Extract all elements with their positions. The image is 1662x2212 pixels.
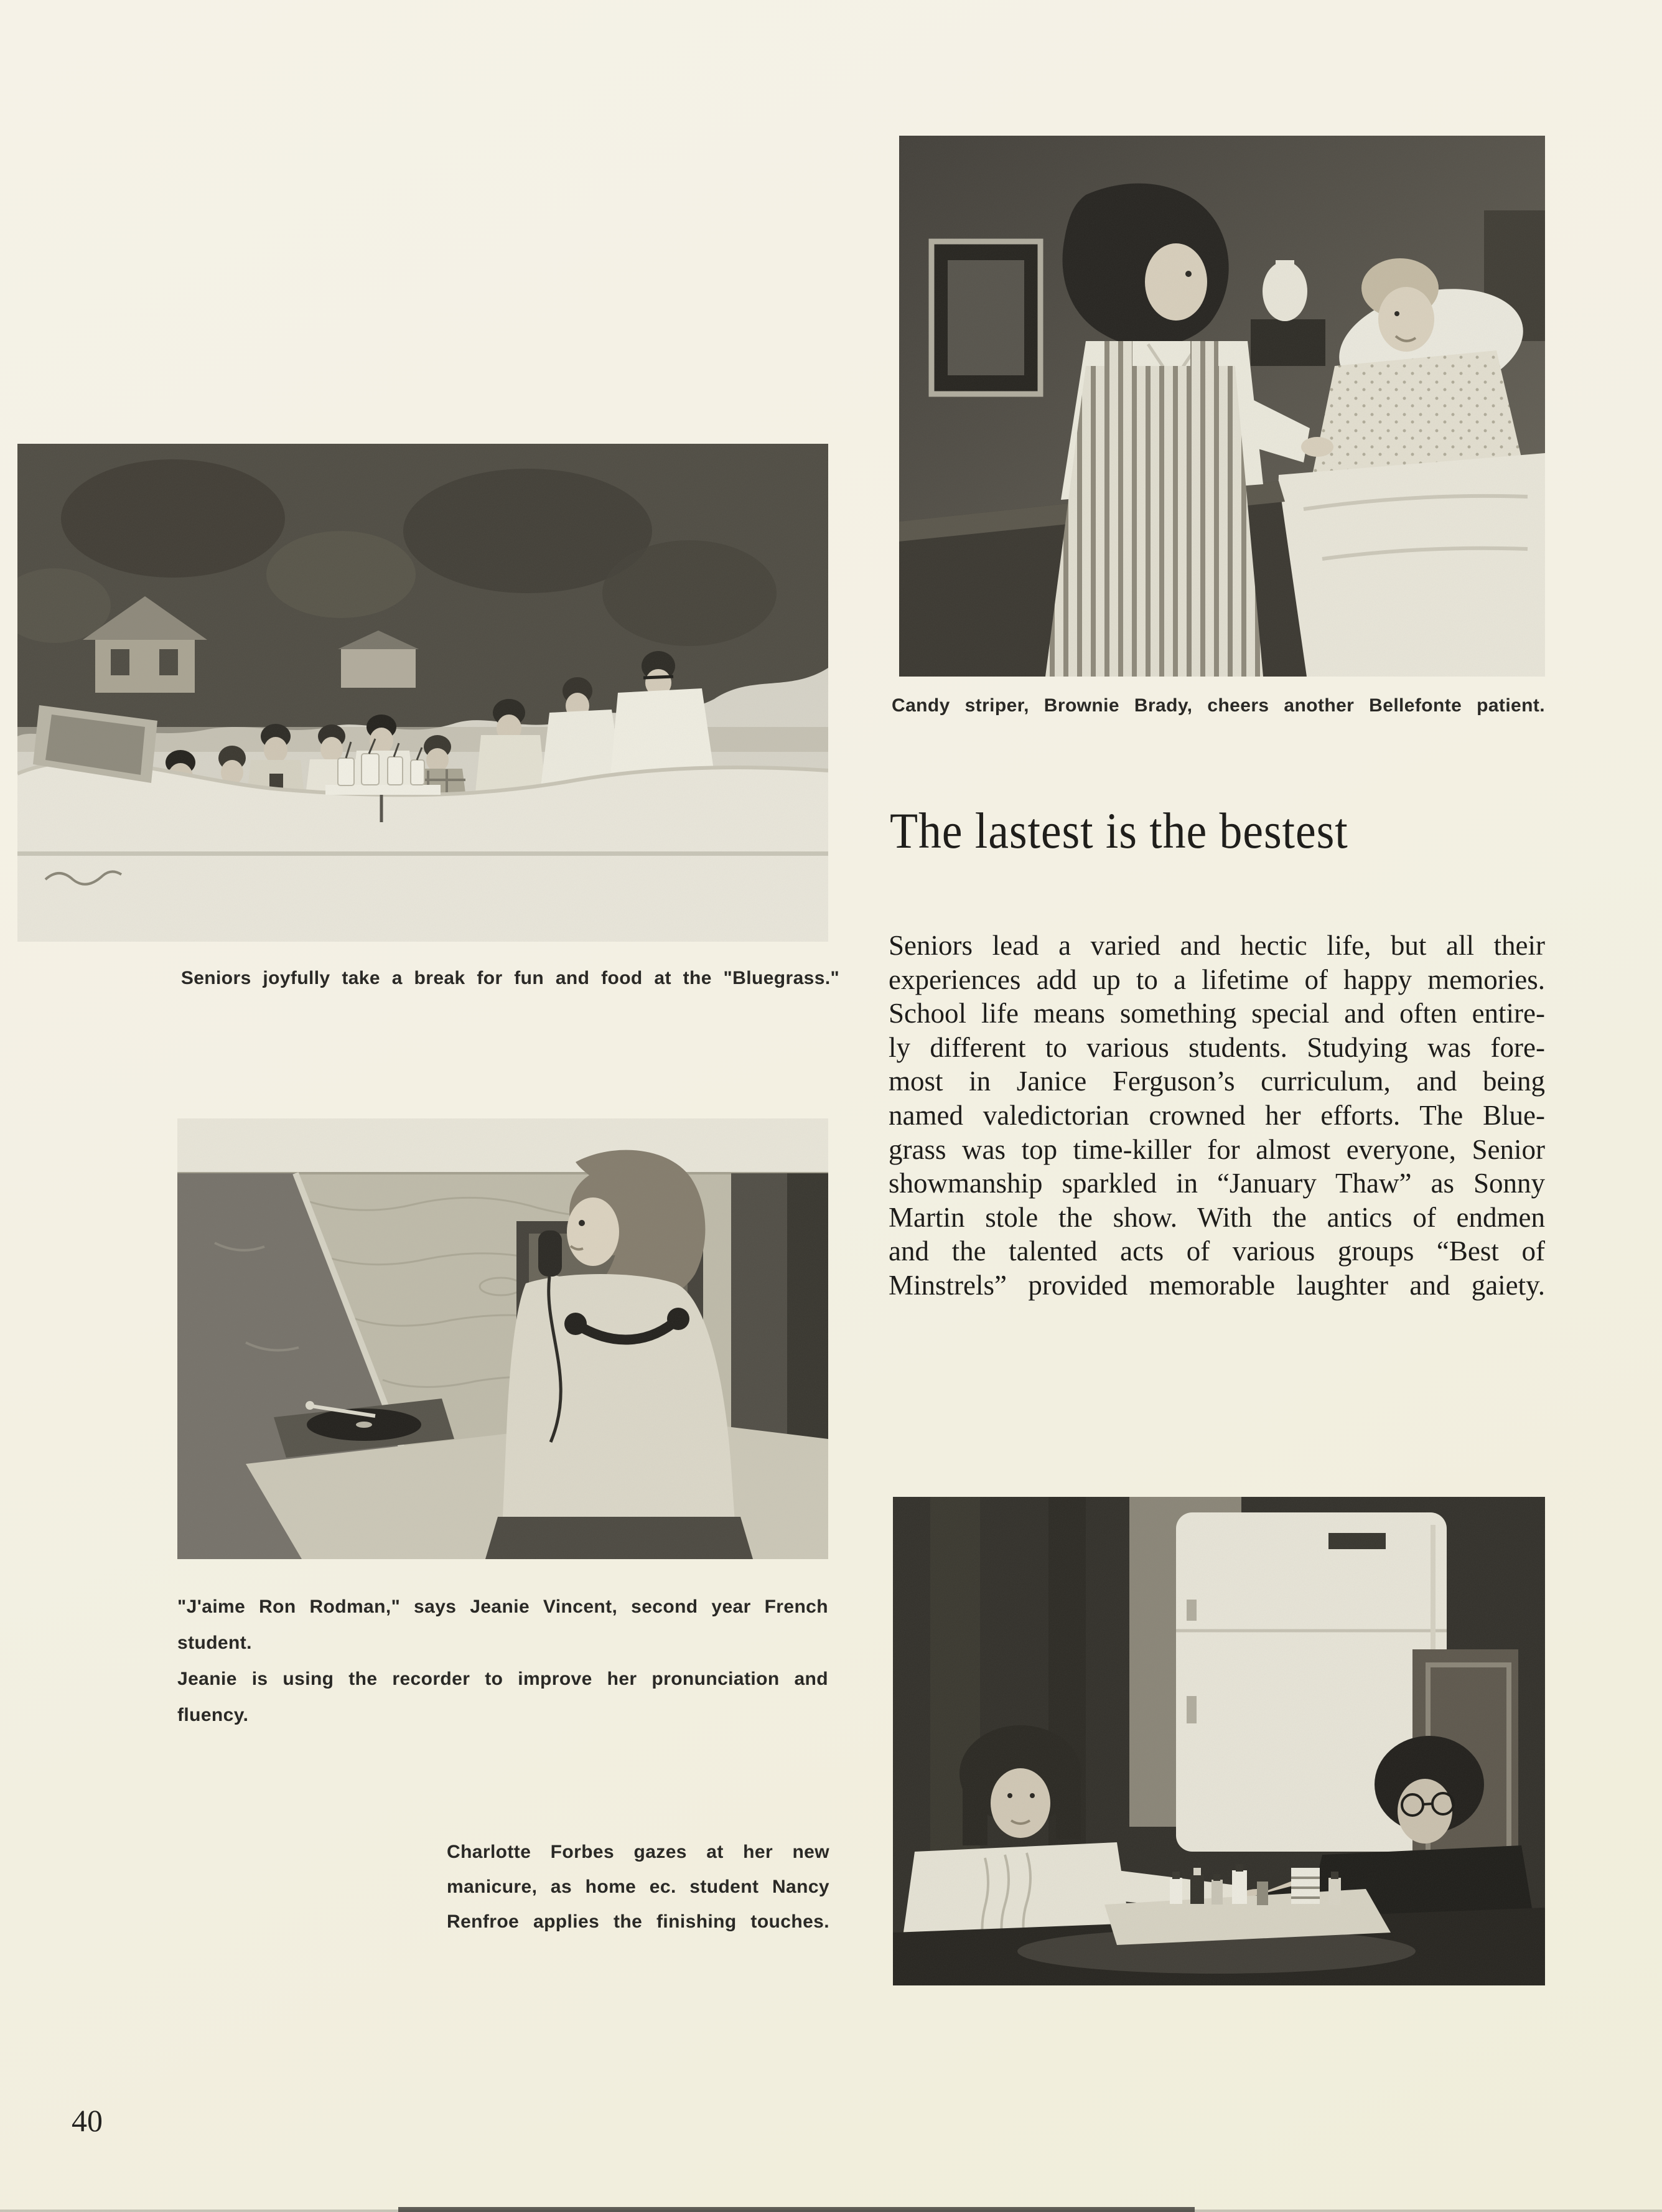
- text-line: School life means something special and often entire-: [889, 998, 1545, 1029]
- text-line: "J'aime Ron Rodman," says Jeanie Vincent, second year French student.: [177, 1596, 828, 1653]
- text-line: Charlotte Forbes gazes at her new: [447, 1842, 829, 1862]
- recorder-photo-illustration: [177, 1118, 828, 1559]
- article-title: The lastest is the bestest: [890, 802, 1348, 859]
- page-number: 40: [72, 2103, 103, 2138]
- caption-manicure: [447, 1835, 829, 1939]
- caption-recorder: [177, 1589, 828, 1733]
- text-line: and the talented acts of various groups “Best of: [889, 1235, 1545, 1267]
- text-line: experiences add up to a lifetime of happy memories.: [889, 963, 1545, 995]
- caption-candy-striper: Candy striper, Brownie Brady, cheers another Bellefonte patient.: [892, 695, 1545, 716]
- text-line: manicure, as home ec. student Nancy: [447, 1877, 829, 1897]
- text-line: showmanship sparkled in “January Thaw” as Sonny: [889, 1168, 1545, 1199]
- photo-grain: [177, 1118, 828, 1559]
- text-line: Seniors lead a varied and hectic life, but all their: [889, 930, 1545, 961]
- photo-grain: [899, 136, 1545, 677]
- photo-grain: [17, 444, 828, 942]
- photo-manicure: [893, 1497, 1545, 1985]
- text-line: ly different to various students. Studying was fore-: [889, 1031, 1545, 1063]
- bluegrass-photo-illustration: [17, 444, 828, 942]
- text-line: Martin stole the show. With the antics of endmen: [889, 1201, 1545, 1233]
- scan-edge-artifact: [0, 2210, 1662, 2212]
- text-line: Minstrels” provided memorable laughter and gaiety.: [889, 1269, 1545, 1301]
- article-body: [889, 929, 1545, 1303]
- photo-grain: [893, 1497, 1545, 1985]
- text-line: most in Janice Ferguson’s curriculum, and being: [889, 1066, 1545, 1097]
- caption-bluegrass: Seniors joyfully take a break for fun and food at the "Bluegrass.": [180, 968, 840, 988]
- photo-candy-striper: [899, 136, 1545, 677]
- text-line: Jeanie is using the recorder to improve her pronunciation and fluency.: [177, 1669, 828, 1725]
- text-line: grass was top time-killer for almost everyone, Senior: [889, 1133, 1545, 1165]
- photo-recorder: [177, 1118, 828, 1559]
- manicure-photo-illustration: [893, 1497, 1545, 1985]
- text-line: named valedictorian crowned her efforts. The Blue-: [889, 1099, 1545, 1131]
- photo-bluegrass: [17, 444, 828, 942]
- candy-striper-photo-illustration: [899, 136, 1545, 677]
- text-line: Renfroe applies the finishing touches.: [447, 1911, 829, 1932]
